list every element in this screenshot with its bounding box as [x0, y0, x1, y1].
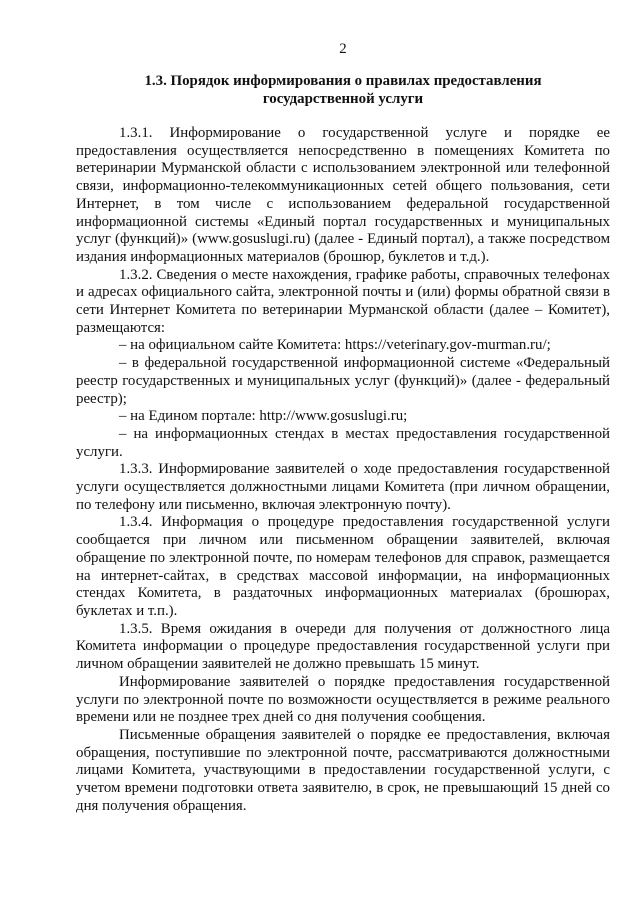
section-title-line-1: 1.3. Порядок информирования о правилах предоставления: [144, 73, 542, 89]
page-number: 2: [339, 41, 347, 57]
document-body: [76, 125, 610, 815]
section-title-line-2: государственной услуги: [262, 90, 424, 107]
paragraph-1-3-3: 1.3.3. Информирование заявителей о ходе предоставления государственной услуги осуществляется должностными лицами Комитета (при личном обращении, по телефону или письменно, включая электронную почту).: [76, 461, 610, 513]
list-item-unified-portal: – на Едином портале: http://www.gosuslugi.ru;: [119, 408, 408, 425]
paragraph-written-requests: Письменные обращения заявителей о порядке ее предоставления, включая обращения, поступившие по электронной почте, рассматриваются должностными лицами Комитета, участвующими в предоставлении государственной услуги, с учетом времени подготовки ответа заявителю, в срок, не превышающий 15 дней со дня получения обращения.: [76, 726, 610, 814]
paragraph-1-3-4: 1.3.4. Информация о процедуре предоставления государственной услуги сообщается при личном или письменном обращении заявителей, включая обращение по электронной почте, по номерам телефонов для справок, размещается на интернет-сайтах, в средствах массовой информации, на информационных стендах Комитета, в раздаточных информационных материалах (брошюрах, буклетах и т.п.).: [76, 514, 610, 619]
list-item-info-stands: – на информационных стендах в местах предоставления государственной услуги.: [76, 425, 610, 460]
paragraph-1-3-1: 1.3.1. Информирование о государственной услуге и порядке ее предоставления осуществляется непосредственно в помещениях Комитета по ветеринарии Мурманской области с использованием электронной или телефонной связи, информационно-телекоммуникационных сетей общего пользования, сети Интернет, в том числе с использованием федеральной государственной информационной системы «Единый портал государственных и муниципальных услуг (функций)» (www.gosuslugi.ru) (далее - Единый портал), а также посредством издания информационных материалов (брошюр, буклетов и т.д.).: [76, 125, 610, 265]
paragraph-1-3-2: 1.3.2. Сведения о месте нахождения, графике работы, справочных телефонах и адресах официального сайта, электронной почты и (или) формы обратной связи в сети Интернет Комитета по ветеринарии Мурманской области (далее – Комитет), размещаются:: [76, 266, 610, 336]
section-title: [76, 73, 610, 108]
paragraph-1-3-5: 1.3.5. Время ожидания в очереди для получения от должностного лица Комитета информации о процедуре предоставления государственной услуги при личном обращении заявителей не должно превышать 15 минут.: [76, 620, 610, 673]
paragraph-email-info: Информирование заявителей о порядке предоставления государственной услуги по электронной почте по возможности осуществляется в режиме реального времени или не позднее трех дней со дня получения сообщения.: [76, 673, 610, 726]
list-item-official-site: – на официальном сайте Комитета: https://veterinary.gov-murman.ru/;: [119, 337, 551, 354]
list-item-federal-registry: – в федеральной государственной информационной системе «Федеральный реестр государственных и муниципальных услуг (функций)» (далее - федеральный реестр);: [76, 355, 610, 407]
